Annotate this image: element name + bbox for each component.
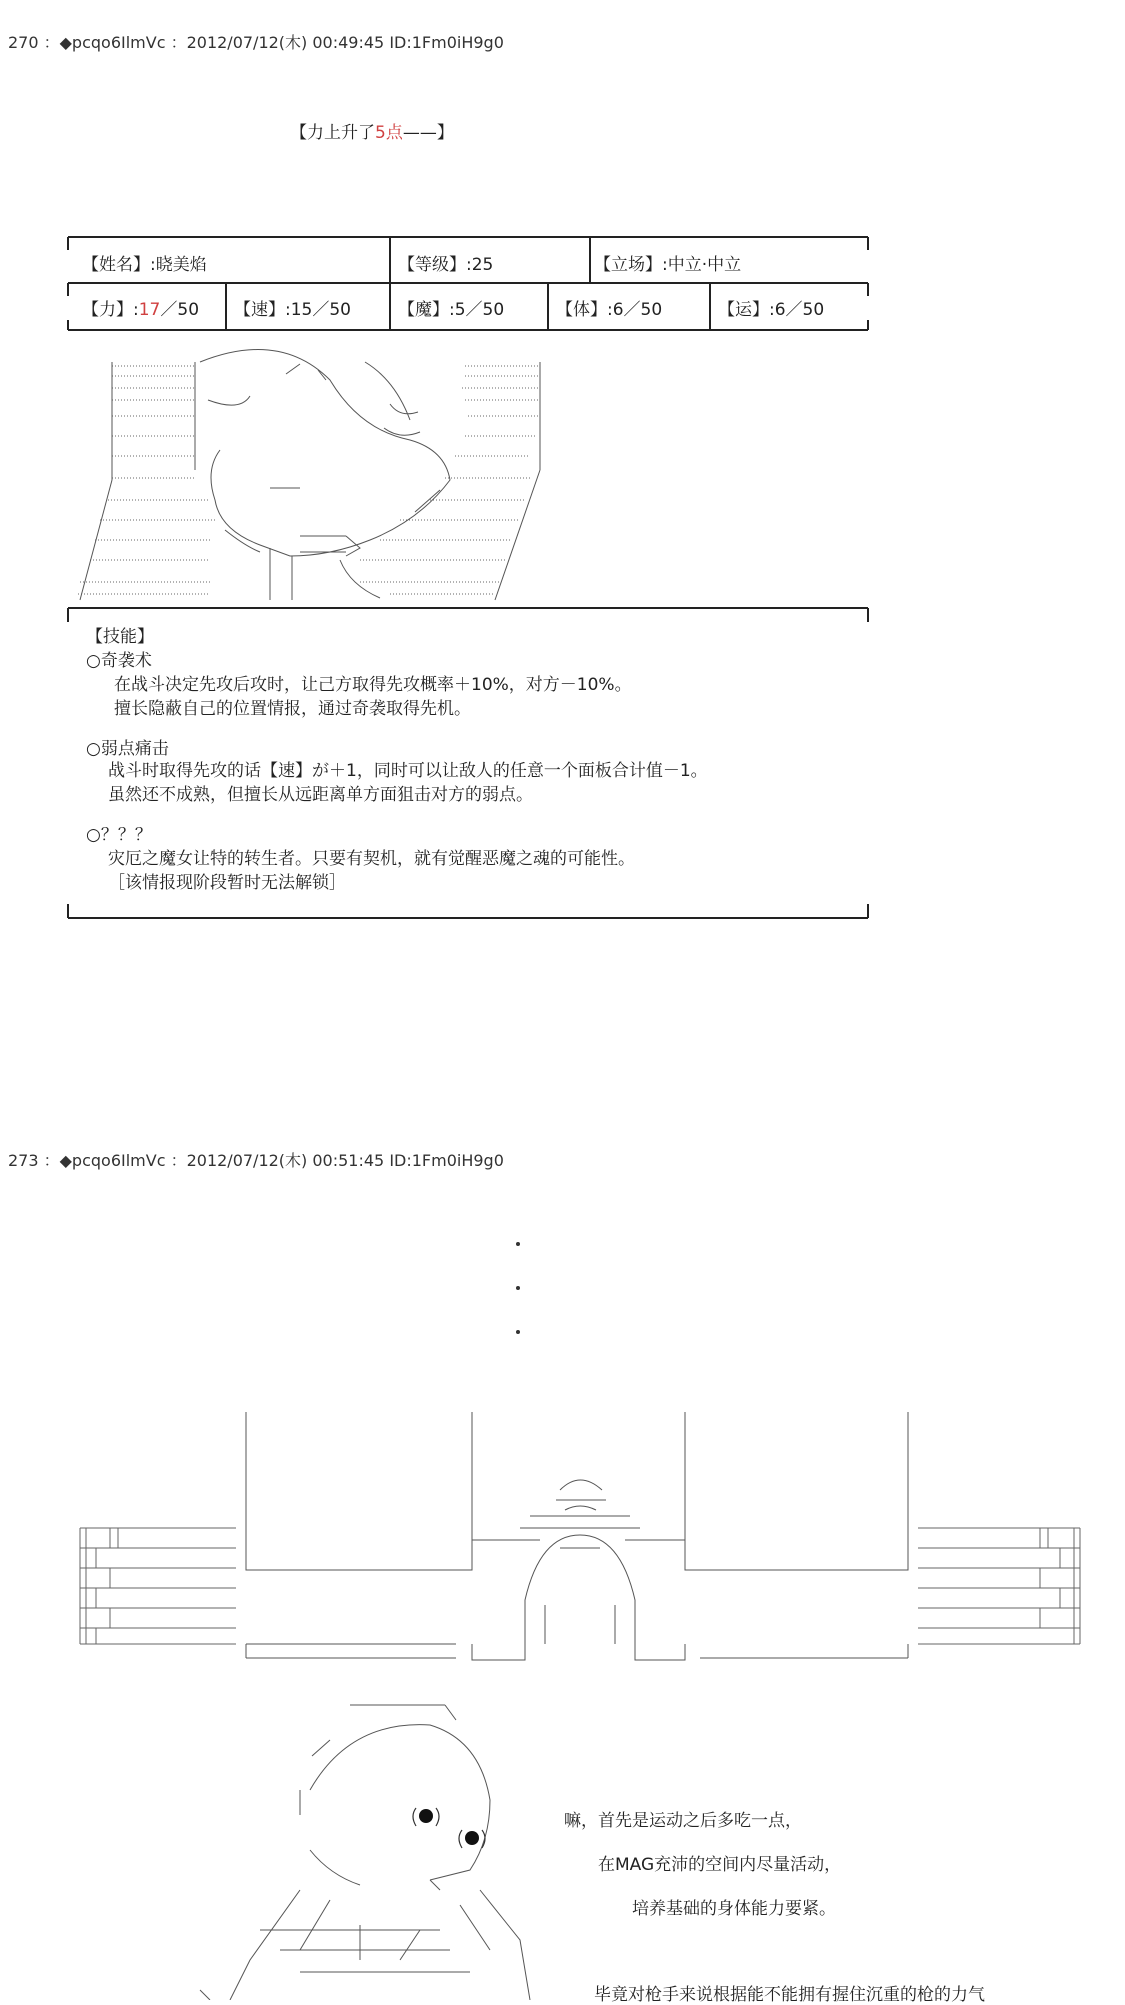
- dialogue-line-3: 培养基础的身体能力要紧。: [632, 1899, 836, 1919]
- notice-suffix: ——】: [402, 123, 454, 143]
- skill-2-line-2: 虽然还不成熟，但擅长从远距离单方面狙击对方的弱点。: [108, 785, 533, 805]
- dialogue-line-1: 嘛，首先是运动之后多吃一点，: [564, 1811, 802, 1831]
- stat-speed: 【速】:15／50: [234, 300, 351, 320]
- skill-1-line-2: 擅长隐蔽自己的位置情报，通过奇袭取得先机。: [114, 699, 471, 719]
- stat-luck: 【运】:6／50: [718, 300, 825, 320]
- post-header-270: 270 ：◆pcqo6IlmVc ：2012/07/12(木) 00:49:45 ID:1Fm0iH9g0: [8, 33, 504, 52]
- skills-title: 【技能】: [86, 627, 154, 647]
- notice-prefix: 【力上升了: [290, 123, 375, 143]
- notice-value: 5点: [375, 123, 403, 143]
- skill-2-name: ○弱点痛击: [86, 739, 169, 759]
- profile-level: 【等级】:25: [398, 255, 494, 275]
- post-header-273: 273 ：◆pcqo6IlmVc ：2012/07/12(木) 00:51:45 ID:1Fm0iH9g0: [8, 1151, 504, 1170]
- skill-1-name: ○奇袭术: [86, 651, 152, 671]
- stat-body: 【体】:6／50: [556, 300, 663, 320]
- skill-2-line-1: 战斗时取得先攻的话【速】が＋1，同时可以让敌人的任意一个面板合计值－1。: [108, 761, 708, 781]
- dialogue-line-2: 在MAG充沛的空间内尽量活动，: [598, 1855, 842, 1875]
- skill-1-line-1: 在战斗决定先攻后攻时，让己方取得先攻概率＋10%，对方－10%。: [114, 675, 632, 695]
- stat-strength-value: 17: [138, 300, 161, 320]
- dialogue-line-4: 毕竟对枪手来说根据能不能拥有握住沉重的枪的力气: [594, 1985, 985, 2005]
- stat-magic: 【魔】:5／50: [398, 300, 505, 320]
- profile-name: 【姓名】:晓美焰: [82, 255, 207, 275]
- skill-3-line-2: ［该情报现阶段暂时无法解锁］: [108, 873, 346, 893]
- profile-stance: 【立场】:中立·中立: [594, 255, 742, 275]
- skill-3-line-1: 灾厄之魔女让特的转生者。只要有契机，就有觉醒恶魔之魂的可能性。: [108, 849, 635, 869]
- stat-strength-max: ／50: [160, 300, 200, 320]
- skill-3-name: ○？？？: [86, 825, 152, 845]
- stat-strength-label: 【力】:: [82, 300, 139, 320]
